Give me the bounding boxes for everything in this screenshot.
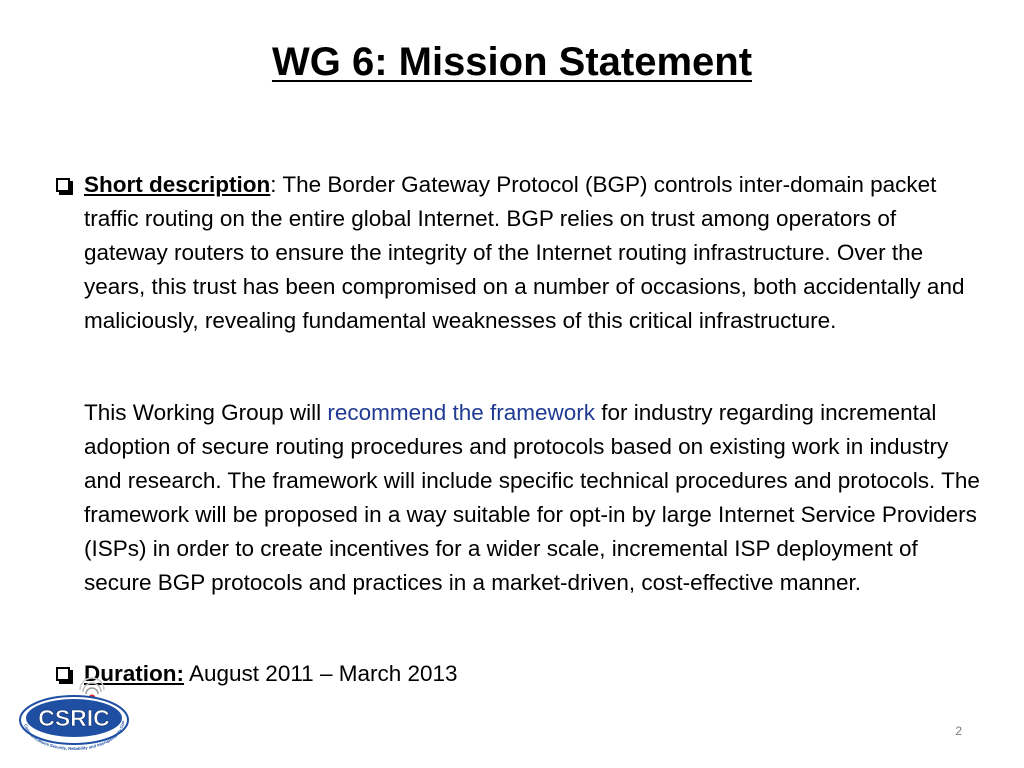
working-group-paragraph bbox=[84, 396, 984, 600]
working-group-text-before: This Working Group will bbox=[84, 400, 328, 425]
duration-paragraph bbox=[84, 657, 984, 691]
short-description-text: The Border Gateway Protocol (BGP) controls inter-domain packet traffic routing on the entire global Internet. BGP relies on trust among operators of gateway routers to ensure the integrity of the Internet routing infrastructure. Over the years, this trust has been compromised on a number of occasions, both accidentally and maliciously, revealing fundamental weaknesses of this critical infrastructure. bbox=[84, 172, 965, 333]
page-number: 2 bbox=[955, 724, 962, 738]
working-group-text-after: for industry regarding incremental adoption of secure routing procedures and protocols based on existing work in industry and research. The framework will include specific technical procedures and protocols. The framework will be proposed in a way suitable for opt-in by large Internet Service Providers (ISPs) in order to create incentives for a wider scale, incremental ISP deployment of secure BGP protocols and practices in a market-driven, cost-effective manner. bbox=[84, 400, 980, 595]
short-description-separator: : bbox=[270, 172, 277, 197]
duration-value: August 2011 – March 2013 bbox=[184, 661, 458, 686]
short-description-label: Short description bbox=[84, 172, 271, 197]
slide-title: WG 6: Mission Statement bbox=[271, 40, 753, 84]
short-description-paragraph bbox=[84, 168, 984, 338]
duration-label: Duration: bbox=[84, 661, 184, 686]
recommend-framework-link[interactable]: recommend the framework bbox=[327, 400, 596, 425]
csric-logo bbox=[14, 676, 134, 754]
logo-ring-text: Communications Security, Reliability and Interoperability Cou bbox=[23, 720, 126, 752]
checkbox-bullet-icon bbox=[48, 170, 78, 200]
logo-text: CSRIC bbox=[38, 705, 110, 731]
